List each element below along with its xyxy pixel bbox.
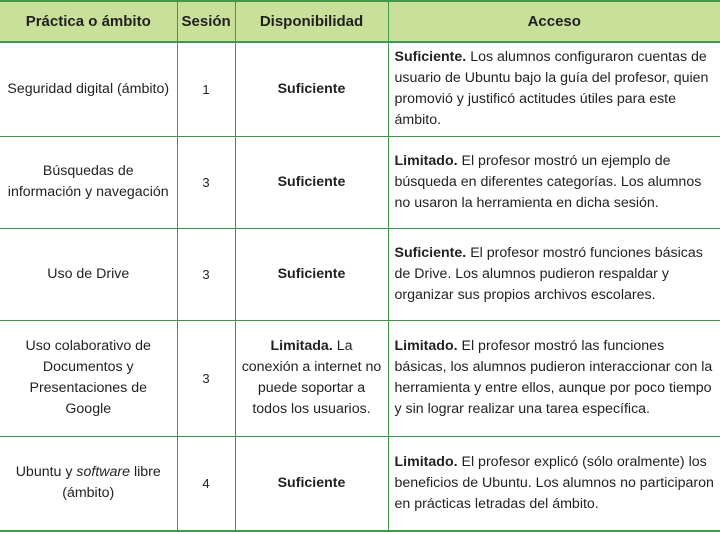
header-acceso: Acceso: [388, 1, 720, 42]
cell-acceso: [388, 320, 720, 436]
cell-acceso: [388, 136, 720, 228]
acceso-bold: Suficiente.: [394, 244, 467, 261]
acceso-bold: Limitado.: [394, 338, 458, 354]
acceso-text: El profesor mostró un ejemplo de búsqueda en diferentes categorías. Los alumnos no usaron la herramienta en dicha sesión.: [394, 152, 702, 211]
acceso-text: El profesor explicó (sólo oralmente) los beneficios de Ubuntu. Los alumnos no participaron en prácticas letradas del ámbito.: [394, 453, 714, 512]
table-row: [0, 42, 720, 136]
acceso-text: Los alumnos configuraron cuentas de usuario de Ubuntu bajo la guía del profesor, quien promovió y justificó actitudes útiles para este ámbito.: [394, 49, 709, 129]
cell-acceso: [388, 436, 720, 531]
disponibilidad-bold: Suficiente: [277, 474, 346, 491]
cell-practica: Uso de Drive: [0, 228, 177, 320]
cell-sesion: 3: [177, 136, 235, 228]
acceso-text: El profesor mostró funciones básicas de Drive. Los alumnos pudieron respaldar y organizar sus propios archivos escolares.: [394, 244, 703, 303]
acceso-bold: Limitado.: [394, 152, 458, 169]
cell-acceso: [388, 228, 720, 320]
cell-acceso: [388, 42, 720, 136]
practica-text-end: libre (ámbito): [62, 464, 161, 502]
header-practica: Práctica o ámbito: [0, 1, 177, 42]
cell-practica: Uso colaborativo de Documentos y Presentaciones de Google: [0, 320, 177, 436]
cell-practica: Búsquedas de información y navegación: [0, 136, 177, 228]
cell-disponibilidad: [235, 436, 388, 531]
acceso-text: El profesor mostró las funciones básicas, los alumnos pudieron interaccionar con la herramienta y entre ellos, aunque por poco tiempo y sin lograr realizar una tarea específica.: [394, 338, 713, 417]
practica-text: Ubuntu y: [15, 464, 77, 481]
cell-disponibilidad: [235, 42, 388, 136]
disponibilidad-bold: Suficiente: [277, 265, 346, 282]
cell-sesion: 3: [177, 320, 235, 436]
header-disponibilidad: Disponibilidad: [235, 1, 388, 42]
disponibilidad-text: La conexión a internet no puede soportar a todos los usuarios.: [241, 338, 382, 417]
practica-italic: software: [76, 464, 131, 481]
cell-sesion: 3: [177, 228, 235, 320]
cell-practica: [0, 436, 177, 531]
cell-sesion: 1: [177, 42, 235, 136]
disponibilidad-bold: Suficiente: [277, 173, 346, 190]
table-row: [0, 136, 720, 228]
table-row: [0, 320, 720, 436]
acceso-bold: Suficiente.: [394, 49, 467, 66]
cell-disponibilidad: [235, 136, 388, 228]
cell-sesion: 4: [177, 436, 235, 531]
cell-practica: Seguridad digital (ámbito): [0, 42, 177, 136]
header-row: [0, 1, 720, 42]
table-row: [0, 228, 720, 320]
disponibilidad-bold: Suficiente: [277, 80, 346, 97]
acceso-bold: Limitado.: [394, 453, 458, 470]
cell-disponibilidad: [235, 320, 388, 436]
header-sesion: Sesión: [177, 1, 235, 42]
table-row: [0, 436, 720, 531]
cell-disponibilidad: [235, 228, 388, 320]
disponibilidad-bold: Limitada.: [270, 338, 333, 354]
